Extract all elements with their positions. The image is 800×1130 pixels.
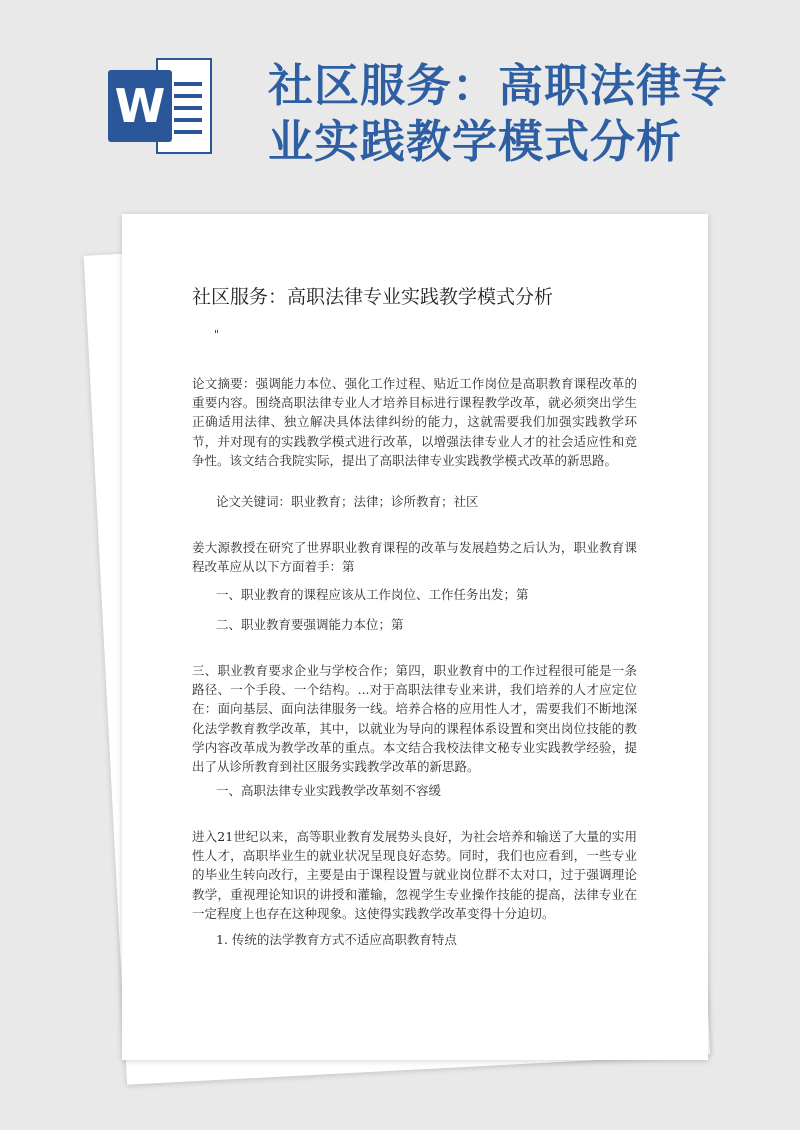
abstract-paragraph: 论文摘要：强调能力本位、强化工作过程、贴近工作岗位是高职教育课程改革的重要内容。围绕高职法律专业人才培养目标进行课程教学改革，就必须突出学生正确适用法律、独立解决具体法律纠纷的能力，这就需要我们加强实践教学环节，并对现有的实践教学模式进行改革，以增强法律专业人才的社会适应性和竞争性。该文结合我院实际，提出了高职法律专业实践教学模式改革的新思路。 [192, 376, 637, 468]
paragraph-2: 一、职业教育的课程应该从工作岗位、工作任务出发；第 [216, 587, 529, 602]
document-title: 社区服务：高职法律专业实践教学模式分析 [192, 286, 554, 308]
paragraph-5: 进入21世纪以来，高等职业教育发展势头良好，为社会培养和输送了大量的实用性人才，高职毕业生的就业状况呈现良好态势。同时，我们也应看到，一些专业的毕业生转向改行，主要是由于课程设置与就业岗位群不太对口，过于强调理论教学，重视理论知识的讲授和灌输，忽视学生专业操作技能的提高，法律专业在一定程度上也存在这种现象。这使得实践教学改革变得十分迫切。 [192, 829, 637, 921]
paragraph-3: 二、职业教育要强调能力本位；第 [216, 617, 404, 632]
paragraph-1: 姜大源教授在研究了世界职业教育课程的改革与发展趋势之后认为，职业教育课程改革应从以下方面着手：第 [192, 540, 637, 575]
banner [0, 0, 800, 200]
section-heading-1: 一、高职法律专业实践教学改革刻不容缓 [216, 783, 442, 798]
banner-title: 社区服务：高职法律专业实践教学模式分析 [268, 59, 729, 168]
section-heading-2: 1. 传统的法学教育方式不适应高职教育特点 [216, 932, 457, 947]
keywords-line: 论文关键词：职业教育；法律；诊所教育；社区 [216, 494, 479, 509]
paragraph-4: 三、职业教育要求企业与学校合作；第四，职业教育中的工作过程很可能是一条路径、一个手段、一个结构。...对于高职法律专业来讲，我们培养的人才应定位在：面向基层、面向法律服务一线。培养合格的应用性人才，需要我们不断地深化法学教育教学改革，其中，以就业为导向的课程体系设置和突出岗位技能的教学内容改革成为教学改革的重点。本文结合我校法律文秘专业实践教学经验，提出了从诊所教育到社区服务实践教学改革的新思路。 [192, 663, 637, 775]
word-icon [108, 58, 214, 154]
word-letter: W [108, 70, 172, 142]
quote-mark: " [214, 328, 220, 341]
